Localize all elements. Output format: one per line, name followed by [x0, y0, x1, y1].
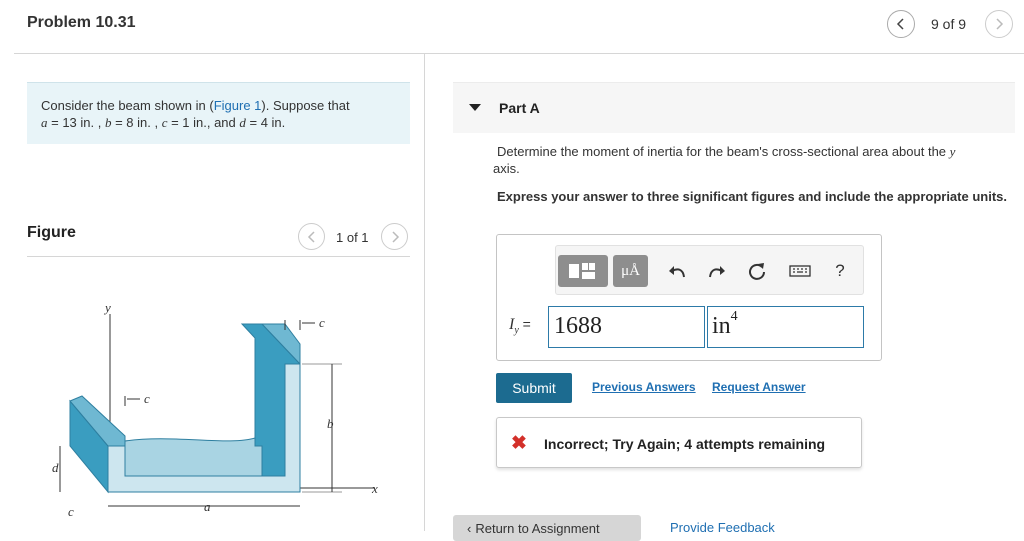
- reset-button[interactable]: [744, 255, 770, 287]
- undo-icon: [668, 263, 686, 279]
- redo-icon: [708, 263, 726, 279]
- var-a: a: [41, 115, 48, 130]
- keyboard-icon: [789, 264, 811, 278]
- prev-problem-button[interactable]: [887, 10, 915, 38]
- chevron-right-icon: [390, 231, 400, 243]
- unit-base: in: [712, 313, 731, 339]
- feedback-message: [496, 417, 862, 468]
- instruction-text: Express your answer to three significant figures and include the appropriate units.: [497, 189, 1007, 204]
- label-b: b: [327, 416, 334, 431]
- return-to-assignment-button[interactable]: [453, 515, 641, 541]
- label-c-bot: c: [68, 504, 74, 519]
- chevron-left-icon: [896, 18, 906, 30]
- header-divider: [14, 53, 1024, 54]
- val-b: = 8 in. ,: [111, 115, 162, 130]
- math-toolbar: [555, 245, 864, 295]
- figure-heading: Figure: [27, 224, 76, 241]
- unit-exponent: 4: [730, 309, 738, 324]
- figure-divider: [27, 256, 410, 257]
- next-problem-button[interactable]: [985, 10, 1013, 38]
- chevron-left-icon: [307, 231, 317, 243]
- value-input[interactable]: 1688: [548, 306, 705, 348]
- page-title: Problem 10.31: [27, 14, 136, 31]
- val-d: = 4 in.: [245, 115, 286, 130]
- templates-button[interactable]: [558, 255, 608, 287]
- val-a: = 13 in. ,: [47, 115, 105, 130]
- var-c: c: [161, 115, 168, 130]
- question-text: [493, 143, 1012, 177]
- problem-pager: 9 of 9: [931, 16, 967, 32]
- label-x: x: [372, 481, 378, 496]
- problem-text-after: ). Suppose that: [261, 98, 350, 113]
- figure-prev-button[interactable]: [298, 223, 325, 250]
- equals-sign: =: [518, 316, 531, 332]
- column-divider: [424, 54, 425, 531]
- provide-feedback-link[interactable]: Provide Feedback: [670, 520, 775, 535]
- beam-diagram: [30, 296, 410, 531]
- problem-text-before: Consider the beam shown in (: [41, 98, 214, 113]
- units-button[interactable]: μÅ: [613, 255, 648, 287]
- question-end: axis.: [493, 161, 520, 176]
- figure-next-button[interactable]: [381, 223, 408, 250]
- var-d: d: [239, 115, 246, 130]
- label-d: d: [52, 460, 59, 475]
- beam-figure: [30, 296, 410, 531]
- figure-link[interactable]: Figure 1: [213, 98, 262, 113]
- request-answer-link[interactable]: Request Answer: [712, 380, 806, 394]
- chevron-left-icon: ‹: [467, 520, 472, 536]
- collapse-triangle-icon[interactable]: [469, 104, 481, 111]
- part-a-label: Part A: [499, 100, 540, 116]
- feedback-text: Incorrect; Try Again; 4 attempts remaining: [544, 436, 826, 452]
- undo-button[interactable]: [664, 255, 690, 287]
- part-a-header[interactable]: [453, 82, 1015, 133]
- submit-button[interactable]: Submit: [496, 373, 572, 403]
- return-label: Return to Assignment: [475, 520, 600, 536]
- header-bar: [0, 0, 1024, 54]
- figure-pager: 1 of 1: [336, 230, 369, 245]
- redo-button[interactable]: [704, 255, 730, 287]
- variable-subscript: y: [514, 325, 519, 337]
- label-c-mid: c: [144, 391, 150, 406]
- reset-icon: [747, 261, 767, 281]
- problem-statement: [27, 82, 410, 144]
- answer-variable: [509, 316, 531, 336]
- unit-input[interactable]: [707, 306, 864, 348]
- help-button[interactable]: ?: [835, 261, 845, 280]
- question-main: Determine the moment of inertia for the beam's cross-sectional area about the: [497, 144, 950, 159]
- error-x-icon: ✖: [511, 433, 527, 454]
- templates-icon: [568, 260, 598, 282]
- question-var: y: [949, 144, 956, 159]
- label-a: a: [204, 499, 211, 514]
- var-b: b: [104, 115, 112, 130]
- label-y: y: [105, 300, 111, 315]
- chevron-right-icon: [994, 18, 1004, 30]
- previous-answers-link[interactable]: Previous Answers: [592, 380, 696, 394]
- keyboard-button[interactable]: [786, 255, 814, 287]
- label-c-top: c: [319, 315, 325, 330]
- val-c: = 1 in., and: [167, 115, 240, 130]
- variable-symbol: I: [509, 316, 515, 333]
